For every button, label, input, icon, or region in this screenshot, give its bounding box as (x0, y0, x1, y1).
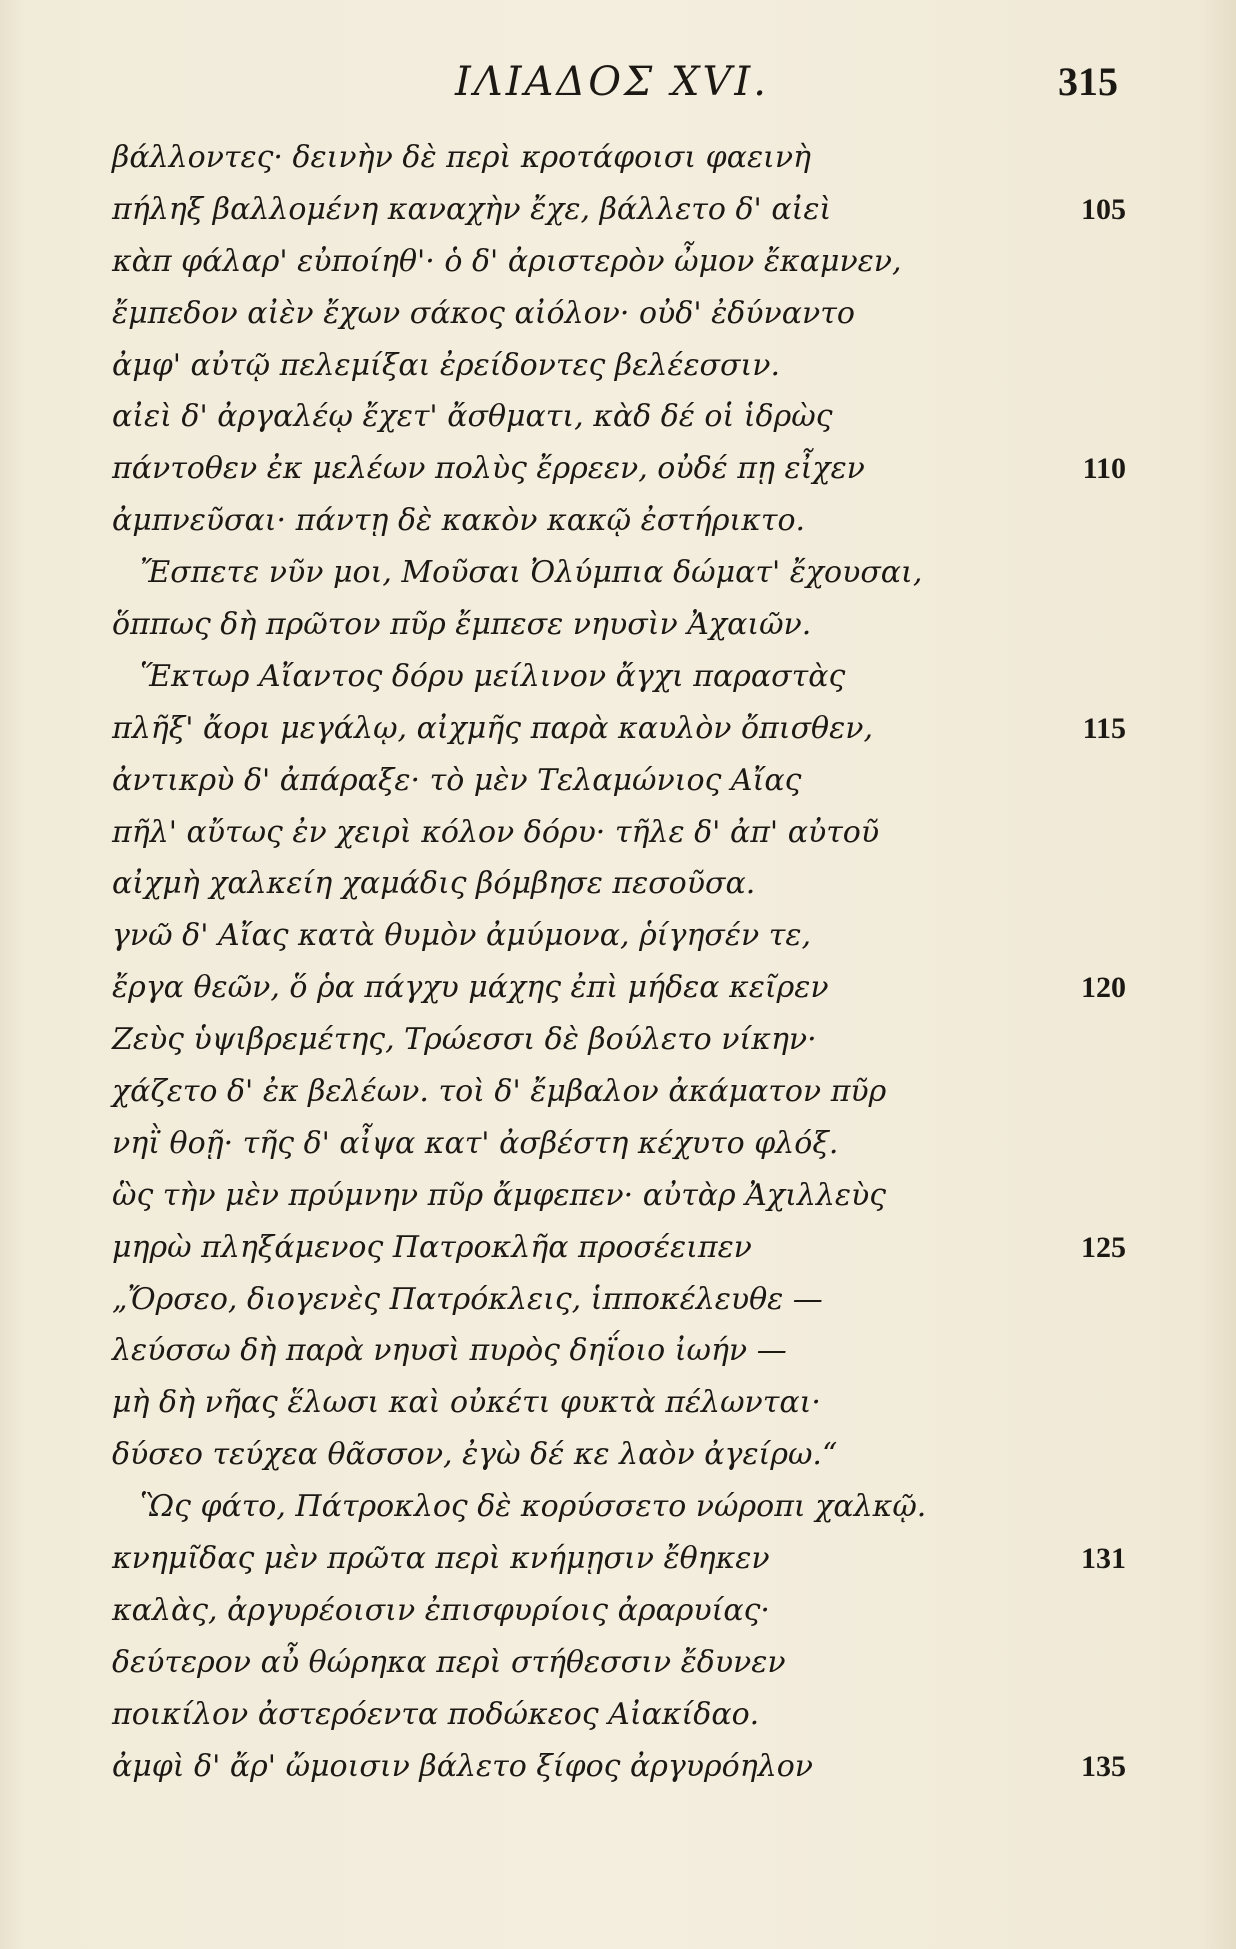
verse-text: πάντοθεν ἐκ μελέων πολὺς ἔρρεεν, οὐδέ πῃ εἶχεν (112, 451, 865, 487)
verse-line (112, 288, 1126, 340)
verse-text: ἀμφ' αὐτῷ πελεμίξαι ἐρείδοντες βελέεσσιν. (112, 347, 781, 383)
line-number: 105 (1081, 192, 1126, 226)
verse-text: ὣς τὴν μὲν πρύμνην πῦρ ἄμφεπεν· αὐτὰρ Ἀχιλλεὺς (112, 1177, 886, 1213)
verse-text: χάζετο δ' ἐκ βελέων. τοὶ δ' ἔμβαλον ἀκάματον πῦρ (112, 1074, 887, 1110)
verse-line (112, 1585, 1126, 1637)
verse-line (112, 236, 1126, 288)
verse-line (112, 495, 1126, 547)
verse-text: ἀντικρὺ δ' ἀπάραξε· τὸ μὲν Τελαμώνιος Αἴας (112, 762, 802, 798)
verse-line (112, 599, 1126, 651)
verse-text: λεύσσω δὴ παρὰ νηυσὶ πυρὸς δηΐοιο ἰωήν — (112, 1333, 787, 1369)
verse-line (112, 184, 1126, 236)
verse-line (112, 755, 1126, 807)
verse-text: μηρὼ πληξάμενος Πατροκλῆα προσέειπεν (112, 1229, 752, 1265)
verse-text: Ἔσπετε νῦν μοι, Μοῦσαι Ὀλύμπια δώματ' ἔχουσαι, (140, 555, 923, 591)
verse-text: Ἕκτωρ Αἴαντος δόρυ μείλινον ἄγχι παραστὰς (140, 658, 846, 694)
verse-line (112, 962, 1126, 1014)
verse-text: ἀμφὶ δ' ἄρ' ὤμοισιν βάλετο ξίφος ἀργυρόηλον (112, 1748, 814, 1784)
verse-line (112, 1222, 1126, 1274)
line-number: 131 (1081, 1542, 1126, 1576)
verse-text: ποικίλον ἀστερόεντα ποδώκεος Αἰακίδαο. (112, 1696, 760, 1732)
verse-text: δεύτερον αὖ θώρηκα περὶ στήθεσσιν ἔδυνεν (112, 1644, 786, 1680)
verse-text: πήληξ βαλλομένη καναχὴν ἔχε, βάλλετο δ' αἰεὶ (112, 191, 832, 227)
verse-line (112, 443, 1126, 495)
line-number: 135 (1081, 1749, 1126, 1783)
verse-line (112, 1533, 1126, 1585)
line-number: 110 (1082, 452, 1126, 486)
verse-line (112, 1481, 1126, 1533)
verse-text: βάλλοντες· δεινὴν δὲ περὶ κροτάφοισι φαεινὴ (112, 140, 812, 175)
verse-text: Ὣς φάτο, Πάτροκλος δὲ κορύσσετο νώροπι χαλκῷ. (140, 1489, 927, 1525)
line-number: 125 (1081, 1230, 1126, 1264)
verse-line (112, 1429, 1126, 1481)
verse-text: μὴ δὴ νῆας ἕλωσι καὶ οὐκέτι φυκτὰ πέλωνται· (112, 1385, 821, 1421)
verse-line (112, 1741, 1126, 1793)
verse-line (112, 703, 1126, 755)
verse-line (112, 1014, 1126, 1066)
verse-line (112, 1274, 1126, 1326)
verse-text: καλὰς, ἀργυρέοισιν ἐπισφυρίοις ἀραρυίας· (112, 1592, 770, 1628)
verse-line (112, 910, 1126, 962)
verse-line (112, 547, 1126, 599)
verse-line (112, 807, 1126, 859)
verse-text: „Ὄρσεο, διογενὲς Πατρόκλεις, ἱπποκέλευθε — (112, 1281, 823, 1317)
verse-text: αἰχμὴ χαλκείη χαμάδις βόμβησε πεσοῦσα. (112, 866, 756, 902)
verse-text: νηῒ θοῇ· τῆς δ' αἶψα κατ' ἀσβέστη κέχυτο φλόξ. (112, 1125, 839, 1161)
verse-text: ἔργα θεῶν, ὅ ῥα πάγχυ μάχης ἐπὶ μήδεα κεῖρεν (112, 970, 829, 1006)
verse-text: ἀμπνεῦσαι· πάντῃ δὲ κακὸν κακῷ ἐστήρικτο. (112, 503, 806, 539)
line-number: 120 (1081, 971, 1126, 1005)
verse-text: δύσεο τεύχεα θᾶσσον, ἐγὼ δέ κε λαὸν ἀγείρω.“ (112, 1437, 838, 1473)
verse-text: ἔμπεδον αἰὲν ἔχων σάκος αἰόλον· οὐδ' ἐδύναντο (112, 295, 855, 331)
verse-line (112, 391, 1126, 443)
verse-text: πῆλ' αὔτως ἐν χειρὶ κόλον δόρυ· τῆλε δ' ἀπ' αὐτοῦ (112, 814, 880, 850)
verse-text: ὅππως δὴ πρῶτον πῦρ ἔμπεσε νηυσὶν Ἀχαιῶν. (112, 607, 812, 643)
verse-line (112, 1689, 1126, 1741)
verse-text-block (112, 132, 1126, 1793)
page-number: 315 (1058, 59, 1118, 104)
verse-line (112, 1118, 1126, 1170)
verse-line (112, 1325, 1126, 1377)
verse-text: αἰεὶ δ' ἀργαλέῳ ἔχετ' ἄσθματι, κὰδ δέ οἱ ἱδρὼς (112, 399, 833, 435)
verse-line (112, 132, 1126, 184)
verse-line (112, 1170, 1126, 1222)
verse-text: Ζεὺς ὑψιβρεμέτης, Τρώεσσι δὲ βούλετο νίκην· (112, 1022, 817, 1058)
verse-text: κὰπ φάλαρ' εὐποίηθ'· ὁ δ' ἀριστερὸν ὦμον ἔκαμνεν, (112, 243, 902, 279)
verse-text: πλῆξ' ἄορι μεγάλῳ, αἰχμῆς παρὰ καυλὸν ὄπισθεν, (112, 710, 873, 746)
line-number: 115 (1082, 711, 1126, 745)
verse-line (112, 1377, 1126, 1429)
verse-text: γνῶ δ' Αἴας κατὰ θυμὸν ἀμύμονα, ῥίγησέν τε, (112, 918, 811, 954)
verse-line (112, 1066, 1126, 1118)
verse-line (112, 1637, 1126, 1689)
verse-text: κνημῖδας μὲν πρῶτα περὶ κνήμῃσιν ἔθηκεν (112, 1541, 770, 1577)
running-title: ΙΛΙΑΔΟΣ XVI. (455, 59, 769, 105)
running-header (0, 52, 1236, 112)
verse-line (112, 340, 1126, 392)
verse-line (112, 858, 1126, 910)
verse-line (112, 651, 1126, 703)
